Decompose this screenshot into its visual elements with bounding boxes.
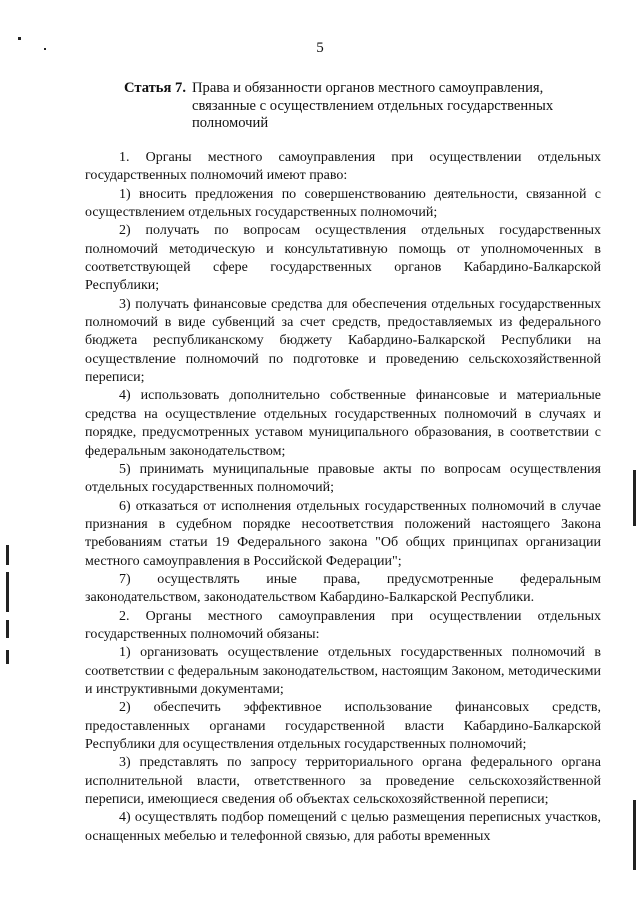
paragraph: 1) организовать осуществление отдельных государственных полномочий в соответствии с федеральным законодательством, настоящим Законом, методическими и инструктивными документами; xyxy=(85,645,601,697)
paragraph: 2) получать по вопросам осуществления отдельных государственных полномочий методическую и консультативную помощь от уполномоченных в соответствующей сфере государственных органов Кабардино-Балкарской Республики; xyxy=(85,223,601,294)
paragraph: 4) использовать дополнительно собственные финансовые и материальные средства на осуществление отдельных государственных полномочий в случаях и порядке, предусмотренных уставом муниципального образования, в соответствии с федеральным законодательством; xyxy=(85,388,601,459)
scan-edge-mark xyxy=(6,650,9,664)
paragraph: 3) представлять по запросу территориального органа федерального органа исполнительной власти, ответственного за проведение сельскохозяйственной переписи, имеющиеся сведения об объектах сельскохозяйственной переписи; xyxy=(85,755,601,808)
paragraph: 2) обеспечить эффективное использование финансовых средств, предоставленных органами государственной власти Кабардино-Балкарской Республики для осуществления отдельных государственных полномочий; xyxy=(85,700,601,752)
paragraph: 1) вносить предложения по совершенствованию деятельности, связанной с осуществлением отдельных государственных полномочий; xyxy=(85,186,601,221)
article-title: Права и обязанности органов местного самоуправления, связанные с осуществлением отдельных государственных полномочий xyxy=(192,80,554,131)
article-heading xyxy=(124,80,604,133)
paragraph: 3) получать финансовые средства для обеспечения отдельных государственных полномочий в виде субвенций за счет средств, предоставляемых из федерального бюджета республиканскому бюджету Кабардино-Балкарской Республики на осуществление полномочий по подготовке и проведению сельскохозяйственной переписи; xyxy=(85,296,601,386)
scan-edge-mark xyxy=(6,572,9,612)
scan-edge-mark xyxy=(6,620,9,638)
paragraph: 7) осуществлять иные права, предусмотренные федеральным законодательством, законодательством Кабардино-Балкарской Республики. xyxy=(85,571,601,606)
article-label: Статья 7. xyxy=(124,80,186,96)
paragraph: 5) принимать муниципальные правовые акты по вопросам осуществления отдельных государственных полномочий; xyxy=(85,461,601,496)
paragraph: 2. Органы местного самоуправления при осуществлении отдельных государственных полномочий обязаны: xyxy=(85,608,601,642)
article-body xyxy=(85,149,601,846)
paragraph: 4) осуществлять подбор помещений с целью размещения переписных участков, оснащенных мебелью и телефонной связью, для работы временных xyxy=(85,810,601,844)
scan-edge-mark xyxy=(6,545,9,565)
scan-edge-mark xyxy=(633,800,636,870)
page-number: 5 xyxy=(316,40,324,56)
paragraph: 1. Органы местного самоуправления при осуществлении отдельных государственных полномочий имеют право: xyxy=(85,150,601,184)
scan-edge-mark xyxy=(633,470,636,526)
paragraph: 6) отказаться от исполнения отдельных государственных полномочий в случае признания в судебном порядке несоответствия положений настоящего Закона требованиям статьи 19 Федерального закона "Об общих принципах организации местного самоуправления в Российской Федерации"; xyxy=(85,498,601,569)
